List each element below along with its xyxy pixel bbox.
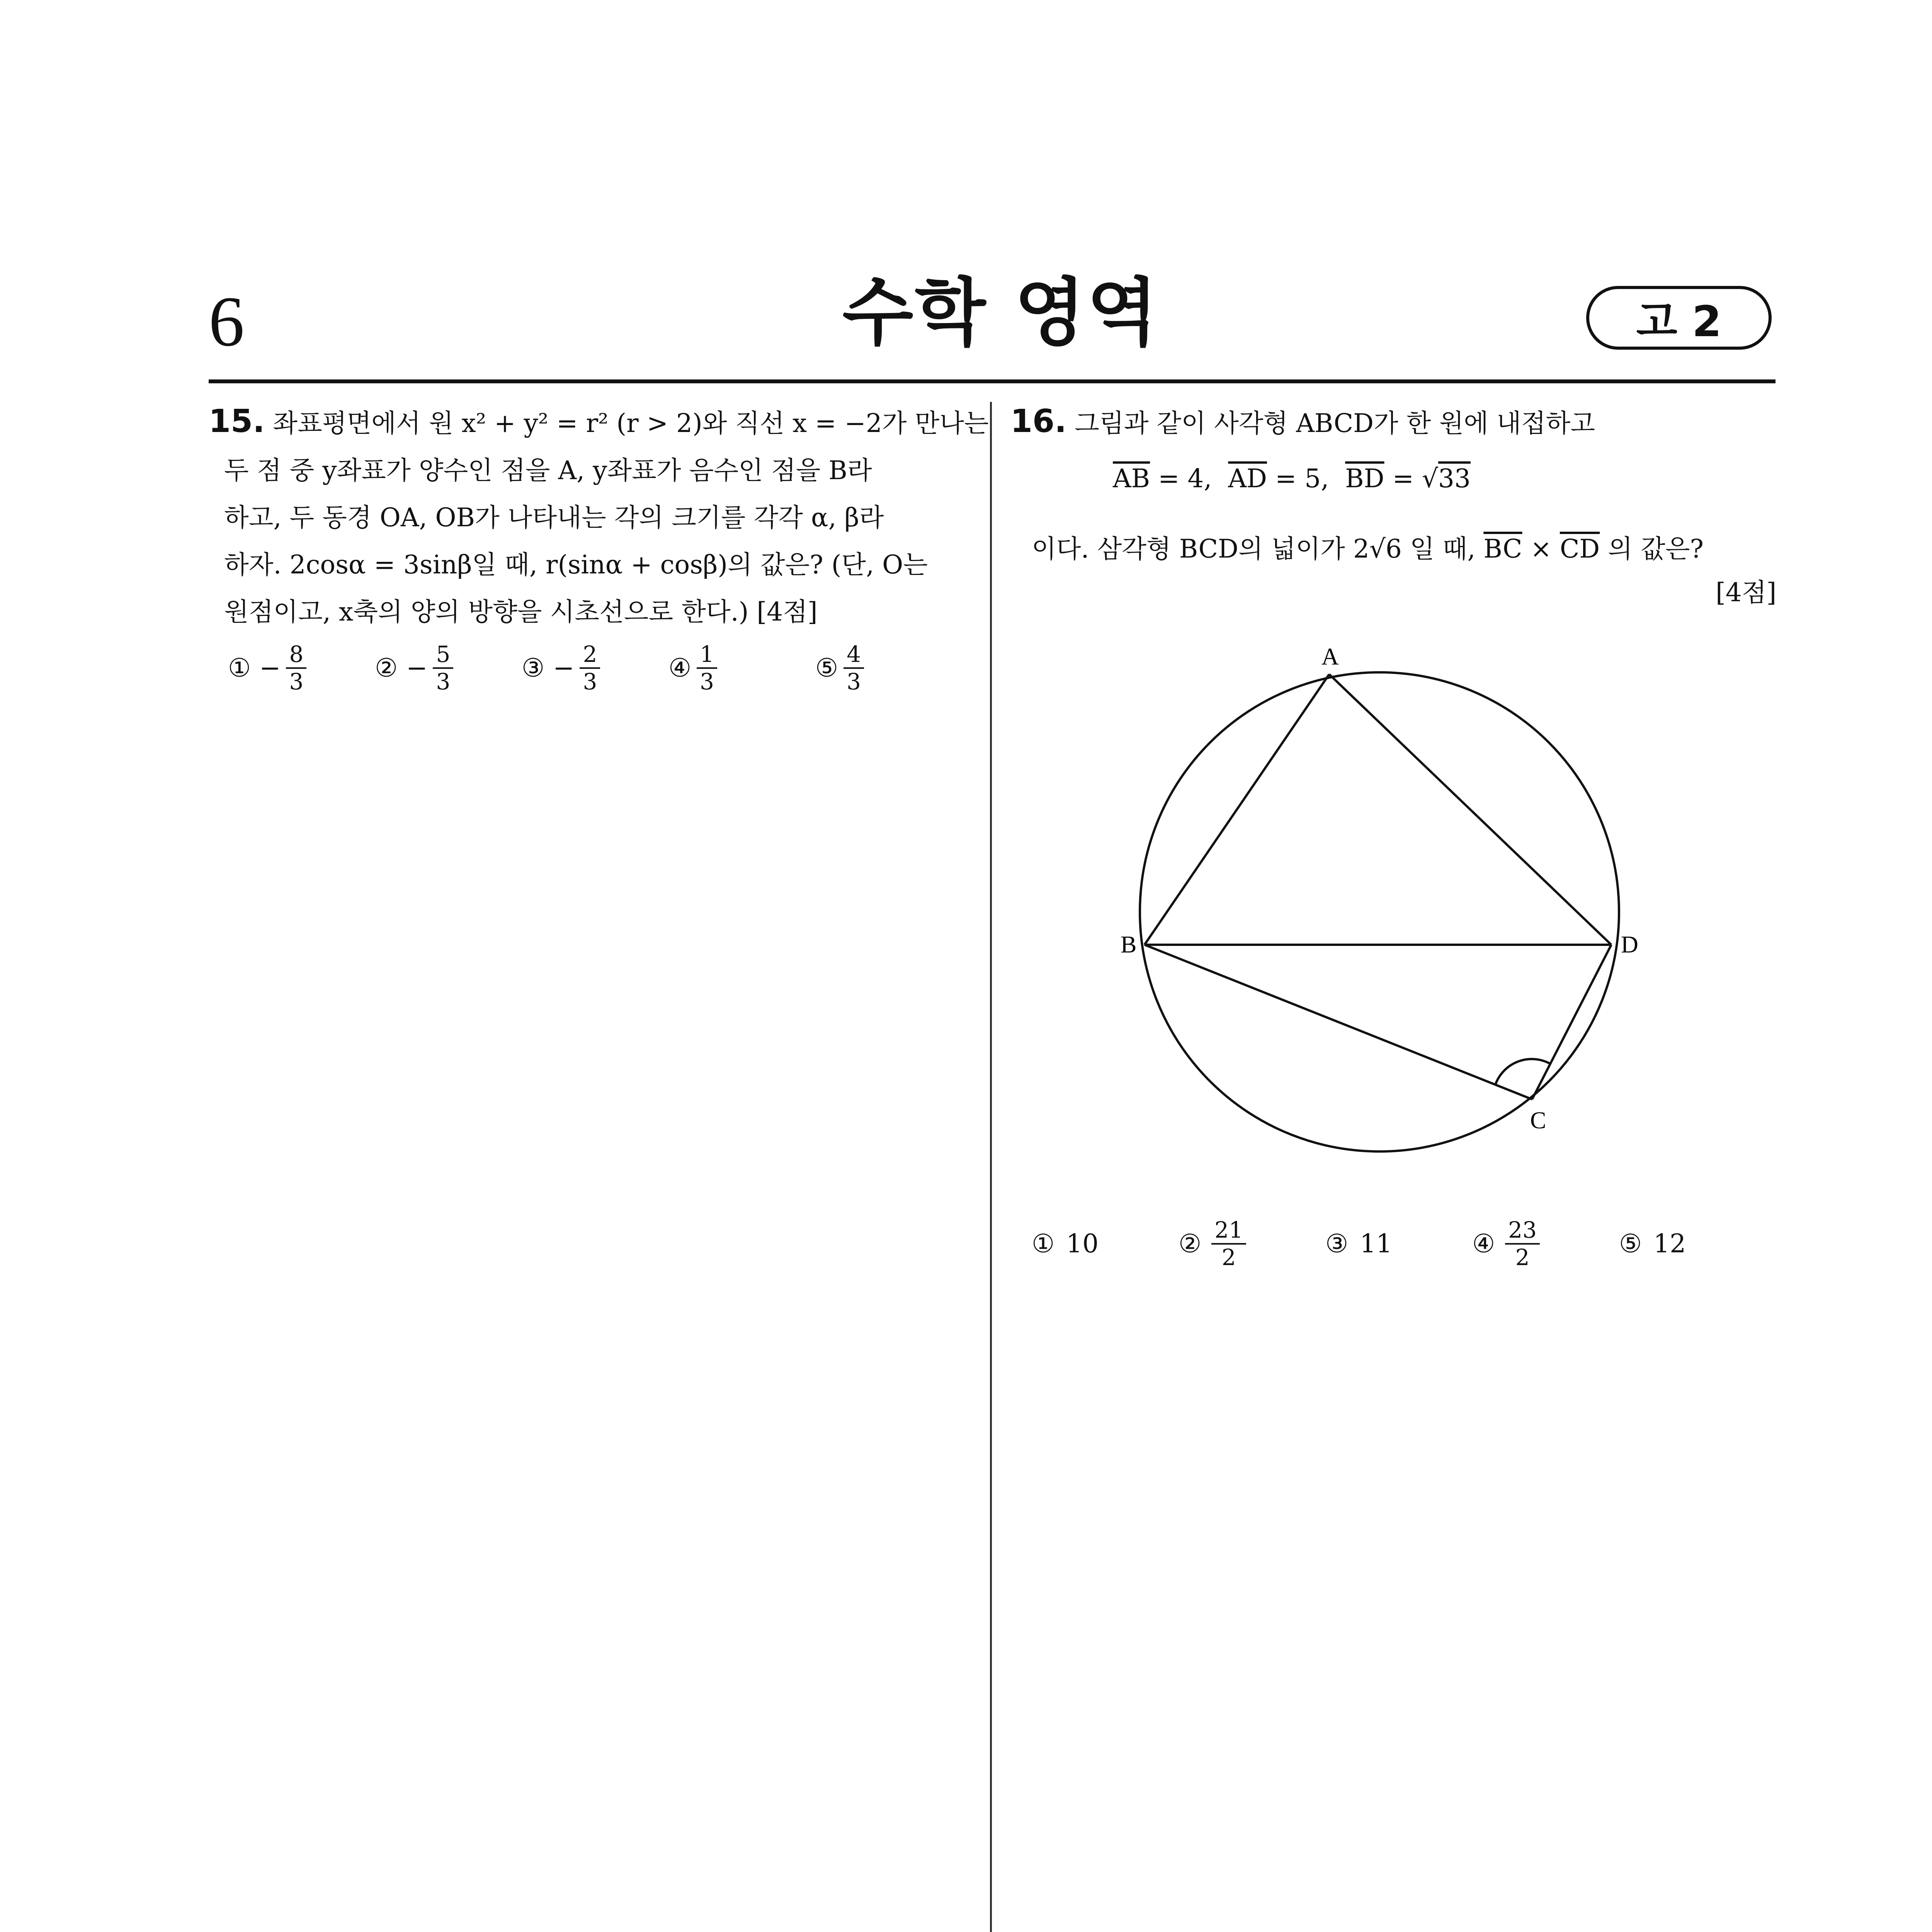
bd-equals-sqrt: = √ <box>1384 464 1438 493</box>
fraction-numerator: 21 <box>1211 1217 1246 1245</box>
q16-number: 16. <box>1010 403 1067 440</box>
choice-mark: ① <box>228 653 251 683</box>
fraction-denominator: 3 <box>289 668 304 695</box>
q15-choice-5[interactable] <box>815 641 962 694</box>
choice-mark: ① <box>1032 1229 1055 1259</box>
fraction-denominator: 3 <box>700 668 714 695</box>
q15-line-4: 하자. 2cosα = 3sinβ일 때, r(sinα + cosβ)의 값은? (단, O는 <box>224 550 928 580</box>
q16-choices <box>1032 1217 1766 1270</box>
q15-line-2: 두 점 중 y좌표가 양수인 점을 A, y좌표가 음수인 점을 B라 <box>224 456 872 485</box>
label-c: C <box>1530 1107 1546 1134</box>
q15-text-line: 좌표평면에서 원 x² + y² = r² (r > 2)와 직선 x = −2가 만나는 <box>273 408 989 438</box>
choice-sign: − <box>259 653 281 683</box>
q15-line-1 <box>209 398 989 447</box>
choice-value: 10 <box>1066 1229 1099 1259</box>
choice-fraction <box>433 641 453 694</box>
choice-value: 12 <box>1653 1229 1686 1259</box>
choice-fraction <box>286 641 306 694</box>
choice-sign: − <box>553 653 575 683</box>
choice-mark: ⑤ <box>1619 1229 1642 1259</box>
page-number: 6 <box>209 282 245 361</box>
choice-fraction <box>697 641 717 694</box>
fraction-denominator: 3 <box>436 668 451 695</box>
choice-mark: ③ <box>522 653 545 683</box>
choice-mark: ④ <box>1472 1229 1495 1259</box>
choice-mark: ③ <box>1325 1229 1349 1259</box>
q15-number: 15. <box>209 403 265 440</box>
side-cd <box>1532 945 1611 1099</box>
choice-fraction <box>580 641 600 694</box>
times-sign: × <box>1522 534 1560 564</box>
subject-title: 수학 영역 <box>842 270 1160 355</box>
fraction-numerator: 23 <box>1505 1217 1540 1245</box>
column-divider <box>990 402 992 1932</box>
fraction-denominator: 2 <box>1221 1244 1236 1270</box>
q16-line-1 <box>1010 398 1776 447</box>
choice-fraction <box>844 641 864 694</box>
segment-bd: $\overline{BD}$ <box>1345 464 1384 493</box>
q16-choice-3[interactable] <box>1325 1229 1472 1259</box>
q16-given-lengths <box>1113 464 1471 493</box>
q15-choice-3[interactable] <box>522 641 668 694</box>
label-b: B <box>1121 932 1137 958</box>
q16-points: [4점] <box>1716 578 1777 607</box>
choice-fraction <box>1211 1217 1246 1270</box>
label-a: A <box>1321 644 1339 670</box>
q15-choices <box>228 641 962 694</box>
fraction-numerator: 4 <box>844 641 864 669</box>
choice-value: 11 <box>1360 1229 1393 1259</box>
side-ab <box>1145 674 1329 945</box>
circumcircle <box>1140 672 1619 1151</box>
q16-line-3 <box>1032 526 1704 573</box>
ab-value: = 4, <box>1150 464 1228 493</box>
choice-mark: ② <box>375 653 398 683</box>
q15-line-5: 원점이고, x축의 양의 방향을 시초선으로 한다.) [4점] <box>224 597 818 627</box>
choice-fraction <box>1505 1217 1540 1270</box>
grade-label: 고 2 <box>1636 296 1722 346</box>
choice-mark: ④ <box>668 653 692 683</box>
fraction-denominator: 3 <box>583 668 597 695</box>
segment-ab: $\overline{AB}$ <box>1113 464 1150 493</box>
fraction-denominator: 2 <box>1515 1244 1530 1270</box>
side-bc <box>1145 945 1532 1099</box>
q15-choice-2[interactable] <box>375 641 522 694</box>
fraction-numerator: 8 <box>286 641 306 669</box>
question-16 <box>1010 398 1776 447</box>
question-15 <box>209 398 989 636</box>
q15-line-3: 하고, 두 동경 OA, OB가 나타내는 각의 크기를 각각 α, β라 <box>224 503 884 532</box>
segment-ad: $\overline{AD}$ <box>1228 464 1267 493</box>
q16-choice-4[interactable] <box>1472 1217 1619 1270</box>
q16-choice-2[interactable] <box>1179 1217 1325 1270</box>
ad-value: = 5, <box>1267 464 1345 493</box>
fraction-numerator: 2 <box>580 641 600 669</box>
segment-cd: $\overline{CD}$ <box>1560 534 1600 564</box>
choice-mark: ⑤ <box>815 653 838 683</box>
q15-choice-4[interactable] <box>668 641 815 694</box>
segment-bc: $\overline{BC}$ <box>1483 534 1522 564</box>
side-ad <box>1329 674 1611 945</box>
cyclic-quadrilateral-diagram <box>1121 626 1681 1175</box>
choice-sign: − <box>406 653 428 683</box>
q16-choice-5[interactable] <box>1619 1229 1766 1259</box>
choice-mark: ② <box>1179 1229 1202 1259</box>
fraction-numerator: 1 <box>697 641 717 669</box>
q16-choice-1[interactable] <box>1032 1229 1179 1259</box>
grade-badge <box>1586 286 1772 350</box>
fraction-denominator: 3 <box>847 668 861 695</box>
q16-text-part: 의 값은? <box>1600 534 1704 564</box>
q15-choice-1[interactable] <box>228 641 375 694</box>
q16-text-part: 이다. 삼각형 BCD의 넓이가 2√6 일 때, <box>1032 534 1484 564</box>
bd-radicand: 33 <box>1438 464 1471 493</box>
label-d: D <box>1621 932 1638 958</box>
header-rule <box>209 379 1776 383</box>
fraction-numerator: 5 <box>433 641 453 669</box>
q16-text-line: 그림과 같이 사각형 ABCD가 한 원에 내접하고 <box>1075 408 1595 438</box>
q16-figure <box>1121 626 1681 1176</box>
